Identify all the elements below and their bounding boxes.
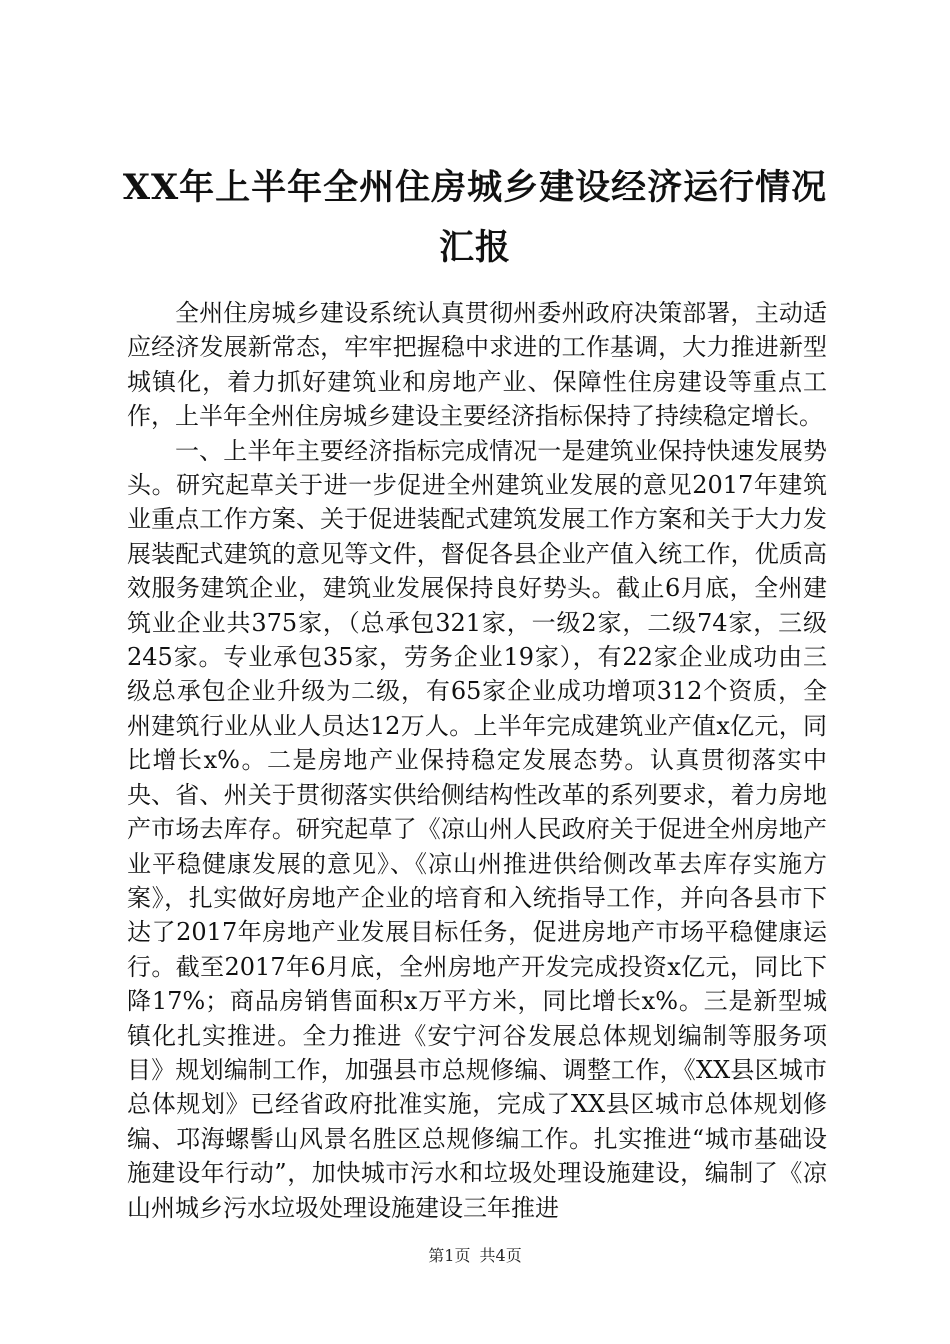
page-footer [0,1243,950,1266]
document-title-line-2: 汇报 [438,227,511,268]
page-number: 第1页 [428,1246,471,1265]
document-body [127,296,827,1225]
page-total: 共4页 [479,1246,522,1265]
paragraph-section-1: 一、上半年主要经济指标完成情况一是建筑业保持快速发展势头。研究起草关于进一步促进全州建筑业发展的意见2017年建筑业重点工作方案、关于促进装配式建筑发展工作方案和关于大力发展装配式建筑的意见等文件，督促各县企业产值入统工作，优质高效服务建筑企业，建筑业发展保持良好势头。截止6月底，全州建筑业企业共375家，（总承包321家，一级2家，二级74家，三级245家。专业承包35家，劳务企业19家），有22家企业成功由三级总承包企业升级为二级，有65家企业成功增项312个资质，全州建筑行业从业人员达12万人。上半年完成建筑业产值x亿元，同比增长x%。二是房地产业保持稳定发展态势。认真贯彻落实中央、省、州关于贯彻落实供给侧结构性改革的系列要求，着力房地产市场去库存。研究起草了《凉山州人民政府关于促进全州房地产业平稳健康发展的意见》、《凉山州推进供给侧改革去库存实施方案》，扎实做好房地产企业的培育和入统指导工作，并向各县市下达了2017年房地产业发展目标任务，促进房地产市场平稳健康运行。截至2017年6月底，全州房地产开发完成投资x亿元，同比下降17%；商品房销售面积x万平方米，同比增长x%。三是新型城镇化扎实推进。全力推进《安宁河谷发展总体规划编制等服务项目》规划编制工作，加强县市总规修编、调整工作，《XX县区城市总体规划》已经省政府批准实施，完成了XX县区城市总体规划修编、邛海螺髻山风景名胜区总规修编工作。扎实推进“城市基础设施建设年行动”，加快城市污水和垃圾处理设施建设，编制了《凉山州城乡污水垃圾处理设施建设三年推进 [127,436,827,1222]
document-title-line-1: XX年上半年全州住房城乡建设经济运行情况 [122,167,828,208]
paragraph-intro: 全州住房城乡建设系统认真贯彻州委州政府决策部署，主动适应经济发展新常态，牢牢把握稳中求进的工作基调，大力推进新型城镇化，着力抓好建筑业和房地产业、保障性住房建设等重点工作，上半年全州住房城乡建设主要经济指标保持了持续稳定增长。 [127,299,827,431]
